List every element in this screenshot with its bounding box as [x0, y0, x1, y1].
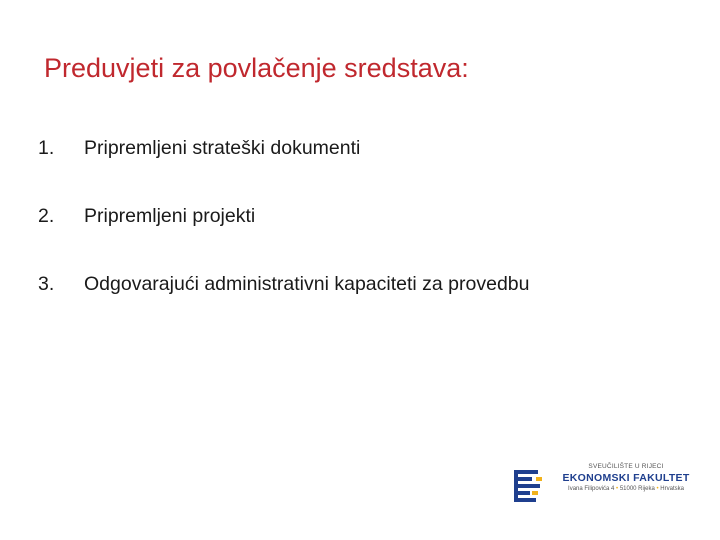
- logo-address: [556, 485, 696, 494]
- list-item: [38, 132, 529, 164]
- logo-address-separator: •: [654, 486, 661, 492]
- logo-university: SVEUČILIŠTE U RIJECI: [588, 463, 664, 470]
- list-item-number: 1.: [38, 137, 55, 159]
- logo-faculty-name: EKONOMSKI FAKULTET: [562, 472, 690, 484]
- list-item-number: 3.: [38, 273, 55, 295]
- list-item: [38, 268, 529, 300]
- logo-address-country: Hrvatska: [660, 486, 684, 492]
- logo-address-street: Ivana Filipovića 4: [568, 486, 615, 492]
- logo-text: [556, 462, 696, 494]
- list-item-text: Odgovarajući administrativni kapaciteti za provedbu: [84, 273, 530, 295]
- slide-title: Preduvjeti za povlačenje sredstava:: [44, 53, 469, 83]
- logo-address-city: 51000 Rijeka: [619, 486, 655, 492]
- requirements-list: [38, 132, 529, 336]
- faculty-logo: [514, 462, 694, 508]
- list-item-number: 2.: [38, 205, 55, 227]
- logo-address-separator: •: [614, 486, 620, 492]
- faculty-logo-mark-icon: [514, 470, 544, 502]
- list-item-text: Pripremljeni projekti: [84, 205, 256, 227]
- list-item-text: Pripremljeni strateški dokumenti: [84, 137, 361, 159]
- list-item: [38, 200, 529, 232]
